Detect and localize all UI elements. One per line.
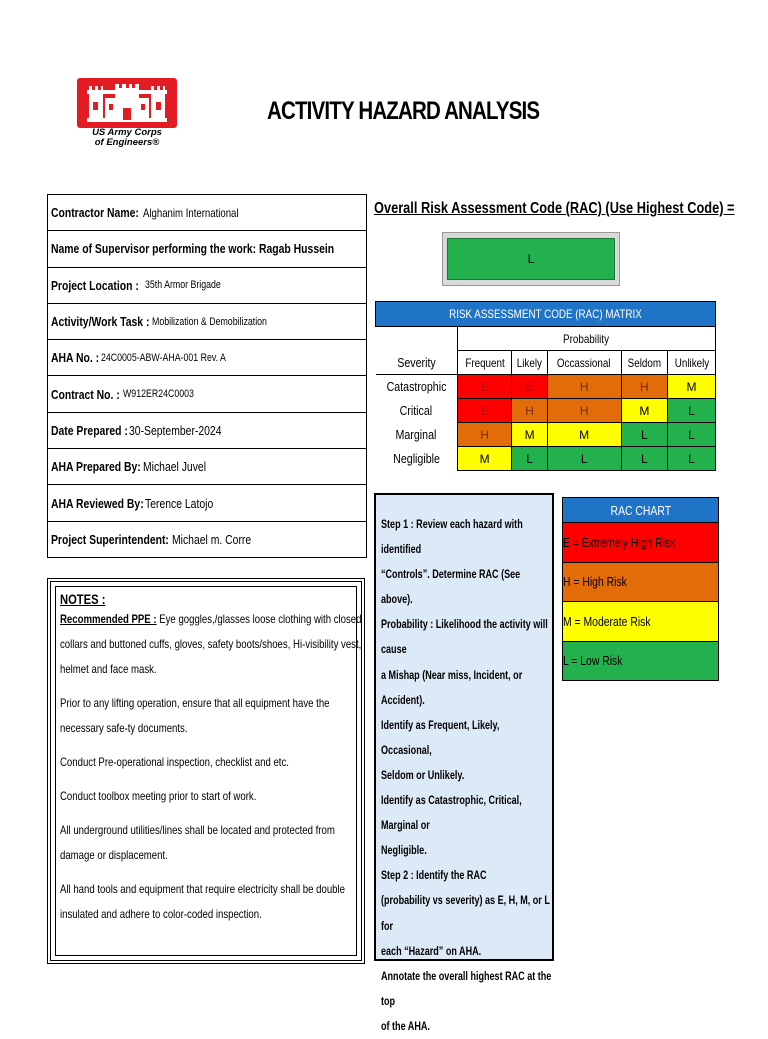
matrix-cell: L <box>668 423 716 447</box>
info-value: W912ER24C0003 <box>122 388 194 401</box>
notes-title: NOTES : <box>60 591 106 607</box>
note-item: Conduct toolbox meeting prior to start of work. <box>60 789 257 803</box>
matrix-body <box>376 375 716 471</box>
matrix-col-header <box>457 351 512 375</box>
notes-box <box>47 578 365 964</box>
note-item: Conduct Pre-operational inspection, checklist and etc. <box>60 755 289 769</box>
matrix-severity-label <box>376 447 458 471</box>
step-line: Negligible. <box>381 844 427 858</box>
info-row-date-prepared <box>48 413 366 449</box>
matrix-cell: L <box>668 447 716 471</box>
notes-ppe <box>60 607 364 682</box>
rac-chart <box>562 497 719 681</box>
step-line: a Mishap (Near miss, Incident, or Accident). <box>381 668 523 707</box>
matrix-severity-text: Negligible <box>392 451 440 466</box>
steps-list <box>381 512 553 1039</box>
matrix-cell: H <box>512 399 547 423</box>
note-item: All hand tools and equipment that require electricity shall be double insulated and adhere to color-coded inspection. <box>60 882 345 921</box>
matrix-cell: M <box>457 447 512 471</box>
matrix-col-header <box>512 351 547 375</box>
note-item: Prior to any lifting operation, ensure that all equipment have the necessary safe-ty documents. <box>60 696 330 735</box>
step-line: (probability vs severity) as E, H, M, or L for <box>381 894 550 933</box>
notes-ppe-label: Recommended PPE : <box>60 612 157 626</box>
rac-chart-item-h <box>563 563 718 603</box>
info-label: Contract No. : <box>51 386 120 402</box>
matrix-cell: E <box>457 399 512 423</box>
col-likely: Likely <box>516 355 543 370</box>
matrix-row <box>376 399 716 423</box>
usace-logo <box>72 78 182 150</box>
notes-ppe-text: Eye goggles,/glasses loose clothing with closed collars and buttoned cuffs, gloves, safety boots/shoes, Hi-visibility vest, helmet and face mask. <box>60 612 362 676</box>
logo-text-line1: US Army Corps <box>92 127 162 138</box>
col-seldom: Seldom <box>627 355 662 370</box>
info-row-activity <box>48 304 366 340</box>
info-label: Date Prepared : <box>51 422 128 438</box>
step-line: Annotate the overall highest RAC at the top <box>381 969 552 1008</box>
matrix-cell: E <box>512 375 547 399</box>
matrix-row <box>376 423 716 447</box>
matrix-cell: L <box>621 423 667 447</box>
info-value: Mobilization & Demobilization <box>152 315 268 328</box>
matrix-cell: H <box>457 423 512 447</box>
castle-logo-icon <box>77 78 177 128</box>
matrix-severity-text: Catastrophic <box>386 379 447 395</box>
matrix-severity-label <box>376 423 458 447</box>
steps-box <box>374 493 554 1033</box>
matrix-col-header <box>621 351 667 375</box>
rac-chart-item-text: M = Moderate Risk <box>563 613 651 629</box>
rac-chart-item-m <box>563 602 718 642</box>
step-line: Step 2 : Identify the RAC <box>381 869 487 883</box>
info-table <box>47 194 367 558</box>
col-occassional: Occassional <box>557 355 611 370</box>
page-title: ACTIVITY HAZARD ANALYSIS <box>267 97 540 125</box>
info-label: AHA No. : <box>51 350 100 366</box>
matrix-cell: H <box>547 399 621 423</box>
matrix-severity-text: Marginal <box>395 427 437 442</box>
rac-chart-title-text: RAC CHART <box>610 502 671 518</box>
rac-chart-item-text: H = High Risk <box>563 574 627 590</box>
info-row-supervisor <box>48 231 366 267</box>
rac-chart-item-l <box>563 642 718 681</box>
info-label: AHA Prepared By: <box>51 459 141 475</box>
matrix-title-text: RISK ASSESSMENT CODE (RAC) MATRIX <box>449 307 642 321</box>
info-row-superintendent <box>48 522 366 557</box>
matrix-severity-text: Critical <box>399 403 433 418</box>
matrix-cell: M <box>668 375 716 399</box>
step-line: Identify as Catastrophic, Critical, Marginal or <box>381 794 522 833</box>
info-label: Activity/Work Task : <box>51 314 150 330</box>
matrix-severity-header <box>376 351 458 375</box>
info-value: Terence Latojo <box>144 495 214 511</box>
step-line: each “Hazard” on AHA. <box>381 944 482 958</box>
matrix-row <box>376 375 716 399</box>
logo-text-line2: of Engineers® <box>94 137 160 148</box>
matrix-cell: M <box>547 423 621 447</box>
matrix-cell: H <box>621 375 667 399</box>
matrix-cell: L <box>512 447 547 471</box>
matrix-cell: E <box>457 375 512 399</box>
overall-rac-label: Overall Risk Assessment Code (RAC) (Use Highest Code) = <box>374 200 735 217</box>
info-value: 30-September-2024 <box>129 422 222 438</box>
col-frequent: Frequent <box>464 355 505 370</box>
matrix-title <box>376 302 716 327</box>
info-value: Alghanim International <box>142 205 239 220</box>
step-line: Seldom or Unlikely. <box>381 768 465 782</box>
matrix-probability-header <box>457 327 715 351</box>
step-line: Step 1 : Review each hazard with identified <box>381 518 523 557</box>
matrix-cell: M <box>512 423 547 447</box>
matrix-col-header <box>668 351 716 375</box>
col-unlikely: Unlikely <box>674 355 709 370</box>
matrix-cell: H <box>547 375 621 399</box>
matrix-cell: L <box>668 399 716 423</box>
info-value: 35th Armor Brigade <box>144 279 221 292</box>
matrix-severity-label <box>376 375 458 399</box>
info-value: Michael m. Corre <box>172 531 252 547</box>
step-line: Identify as Frequent, Likely, Occasional, <box>381 718 500 757</box>
note-item: All underground utilities/lines shall be located and protected from damage or displacement. <box>60 823 335 862</box>
logo-text <box>72 128 182 148</box>
step-line: “Controls”. Determine RAC (See above). <box>381 568 521 607</box>
info-row-prepared-by <box>48 449 366 485</box>
notes-content <box>60 591 364 927</box>
overall-rac-value: L <box>447 238 615 280</box>
info-value: Michael Juvel <box>143 459 207 475</box>
step-line: Probability : Likelihood the activity will cause <box>381 618 548 657</box>
notes-inner <box>55 586 362 956</box>
info-label: Project Location : <box>51 277 139 293</box>
info-row-contractor <box>48 195 366 231</box>
matrix-row <box>376 447 716 471</box>
info-value: 24C0005-ABW-AHA-001 Rev. A <box>101 351 227 364</box>
overall-rac-box <box>442 232 620 286</box>
info-row-location <box>48 268 366 304</box>
rac-matrix <box>375 301 716 471</box>
matrix-col-header <box>547 351 621 375</box>
rac-chart-item-e <box>563 523 718 563</box>
step-line: of the AHA. <box>381 1019 430 1033</box>
rac-chart-item-text: L = Low Risk <box>563 653 623 669</box>
matrix-cell: L <box>547 447 621 471</box>
matrix-cell: M <box>621 399 667 423</box>
matrix-probability-text: Probability <box>563 331 610 346</box>
rac-chart-title <box>563 498 718 523</box>
matrix-cell: L <box>621 447 667 471</box>
info-row-contract-no <box>48 376 366 412</box>
info-row-aha-no <box>48 340 366 376</box>
matrix-severity-label <box>376 399 458 423</box>
rac-chart-item-text: E = Extremely High Risk <box>563 534 676 550</box>
info-label: Contractor Name: <box>51 205 139 221</box>
info-value: Ragab Hussein <box>259 241 335 257</box>
info-label: AHA Reviewed By: <box>51 495 144 511</box>
matrix-blank-cell <box>376 327 458 351</box>
info-label: Project Superintendent: <box>51 531 169 547</box>
info-row-reviewed-by <box>48 485 366 521</box>
matrix-severity-text: Severity <box>396 354 436 370</box>
info-label: Name of Supervisor performing the work: <box>51 241 257 257</box>
